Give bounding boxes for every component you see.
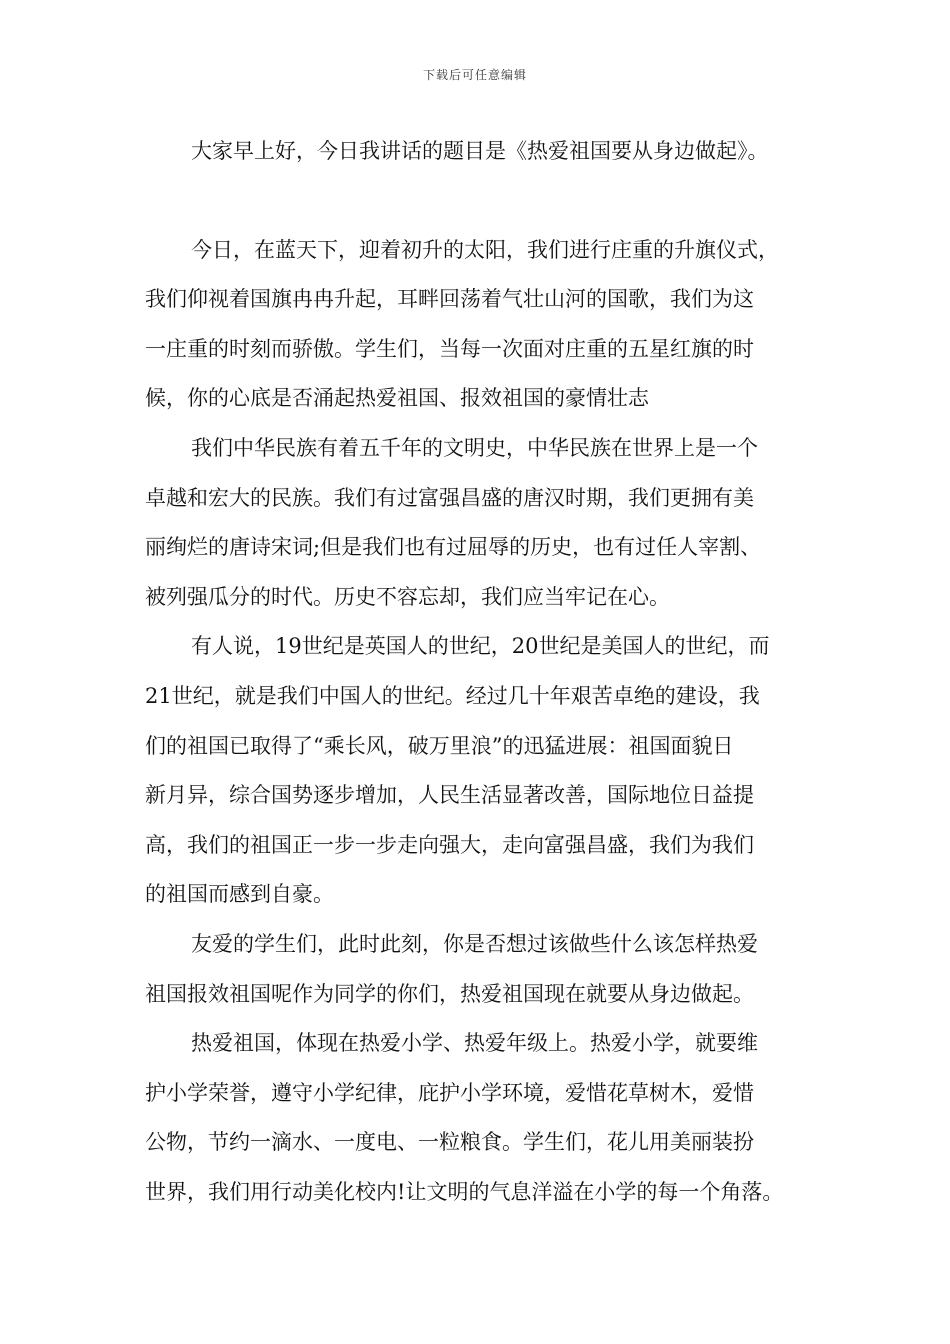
paragraph-line: 护小学荣誉，遵守小学纪律，庇护小学环境，爱惜花草树木，爱惜 (145, 1081, 754, 1105)
paragraph-line: 们的祖国已取得了“乘长风，破万里浪”的迅猛进展：祖国面貌日 (145, 734, 734, 758)
paragraph-line: 我们中华民族有着五千年的文明史，中华民族在世界上是一个 (191, 436, 758, 460)
paragraph-line: 候，你的心底是否涌起热爱祖国、报效祖国的豪情壮志 (145, 386, 649, 410)
paragraph-line: 卓越和宏大的民族。我们有过富强昌盛的唐汉时期，我们更拥有美 (145, 486, 754, 510)
paragraph-line: 21世纪，就是我们中国人的世纪。经过几十年艰苦卓绝的建设，我 (145, 684, 760, 708)
paragraph-line: 的祖国而感到自豪。 (145, 882, 334, 906)
paragraph-line: 丽绚烂的唐诗宋词;但是我们也有过屈辱的历史，也有过任人宰割、 (145, 535, 762, 559)
paragraph-line: 我们仰视着国旗冉冉升起，耳畔回荡着气壮山河的国歌，我们为这 (145, 287, 754, 311)
paragraph-line: 有人说，19世纪是英国人的世纪，20世纪是美国人的世纪，而 (191, 634, 770, 658)
paragraph-line: 高，我们的祖国正一步一步走向强大，走向富强昌盛，我们为我们 (145, 833, 754, 857)
paragraph-line: 友爱的学生们，此时此刻，你是否想过该做些什么该怎样热爱 (191, 932, 758, 956)
paragraph-line: 被列强瓜分的时代。历史不容忘却，我们应当牢记在心。 (145, 585, 670, 609)
paragraph-line: 祖国报效祖国呢作为同学的你们，热爱祖国现在就要从身边做起。 (145, 982, 754, 1006)
paragraph-line: 世界，我们用行动美化校内!让文明的气息洋溢在小学的每一个角落。 (145, 1180, 784, 1204)
paragraph-line: 大家早上好，今日我讲话的题目是《热爱祖国要从身边做起》。 (191, 139, 769, 163)
paragraph-line: 公物，节约一滴水、一度电、一粒粮食。学生们，花儿用美丽装扮 (145, 1130, 754, 1154)
paragraph-line: 新月异，综合国势逐步增加，人民生活显著改善，国际地位日益提 (145, 783, 754, 807)
paragraph-line: 热爱祖国，体现在热爱小学、热爱年级上。热爱小学，就要维 (191, 1031, 758, 1055)
paragraph-line: 一庄重的时刻而骄傲。学生们，当每一次面对庄重的五星红旗的时 (145, 337, 754, 361)
paragraph-line: 今日，在蓝天下，迎着初升的太阳，我们进行庄重的升旗仪式， (191, 238, 779, 262)
page-header-note: 下载后可任意编辑 (422, 68, 527, 82)
